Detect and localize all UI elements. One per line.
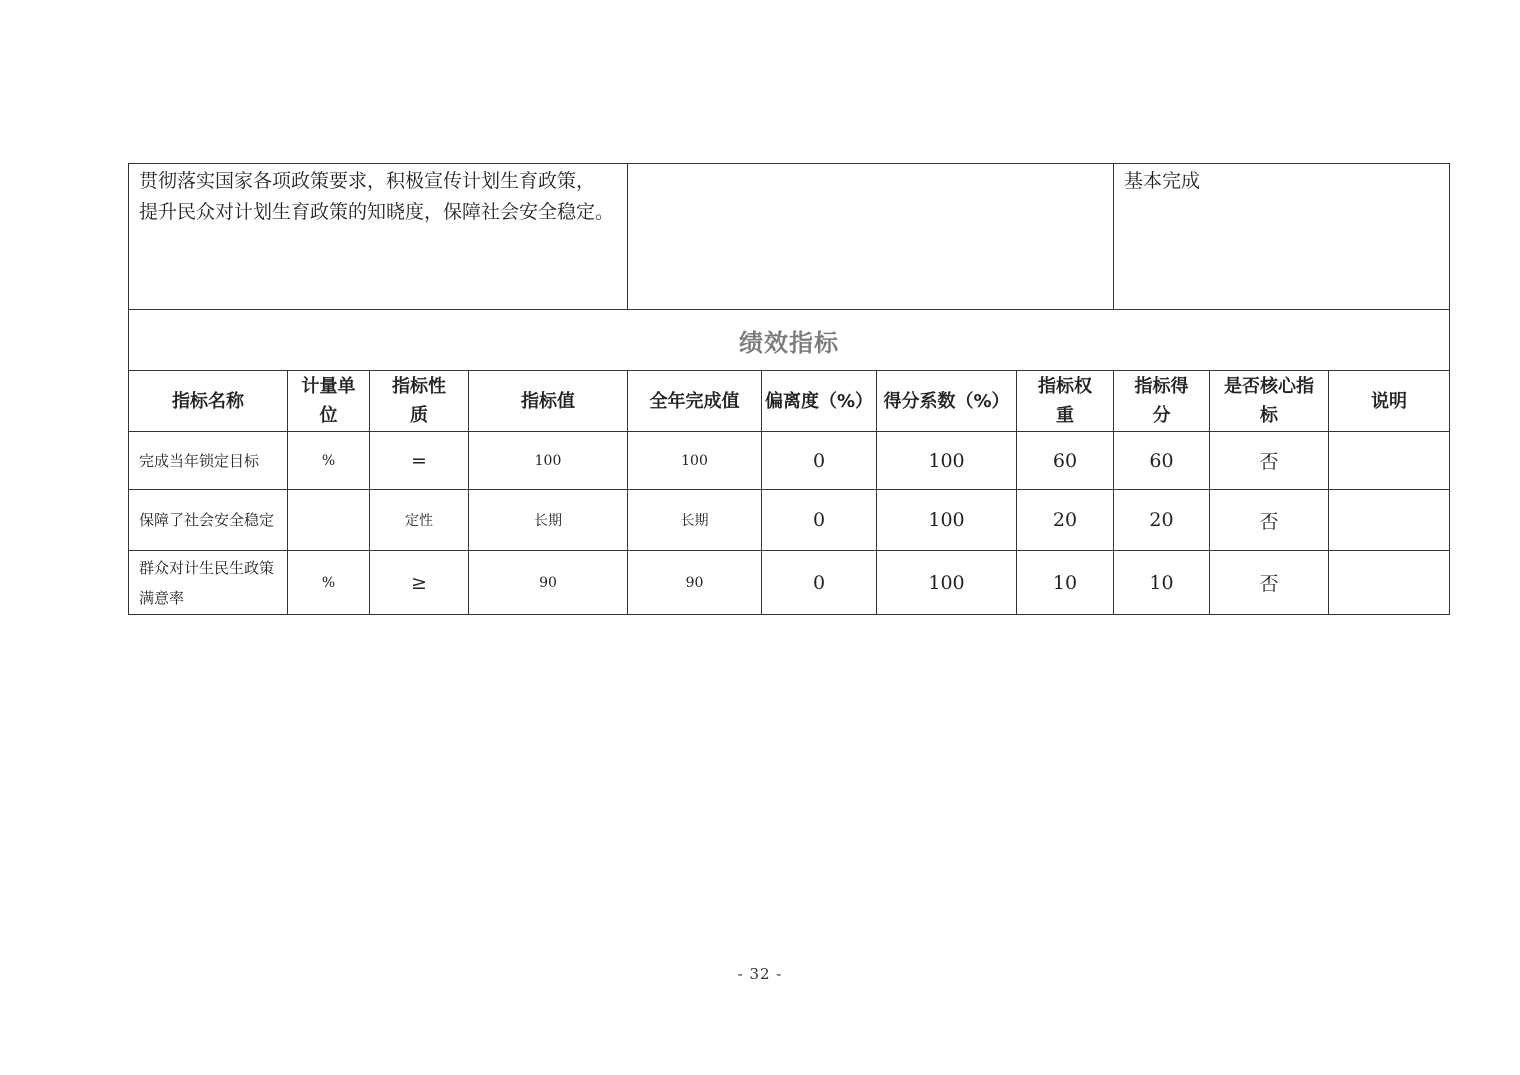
section-title-cell	[129, 310, 1450, 371]
header-actual: 全年完成值	[628, 371, 762, 432]
header-target: 指标值	[469, 371, 628, 432]
table-row	[129, 551, 1450, 615]
indicator-target: 100	[469, 432, 628, 490]
header-score: 指标得分	[1114, 371, 1210, 432]
indicator-deviation: 0	[762, 490, 877, 551]
indicator-nature: 定性	[370, 490, 469, 551]
actual-cell	[628, 164, 1114, 310]
indicator-actual: 100	[628, 432, 762, 490]
performance-table	[128, 163, 1450, 615]
indicator-score: 60	[1114, 432, 1210, 490]
indicator-target: 90	[469, 551, 628, 615]
indicator-note	[1329, 551, 1450, 615]
indicator-unit: %	[288, 551, 370, 615]
indicator-core: 否	[1210, 432, 1329, 490]
indicator-core: 否	[1210, 551, 1329, 615]
goal-cell	[129, 164, 628, 310]
header-core: 是否核心指标	[1210, 371, 1329, 432]
indicator-core: 否	[1210, 490, 1329, 551]
indicator-weight: 10	[1017, 551, 1114, 615]
indicator-nature: =	[370, 432, 469, 490]
header-weight: 指标权重	[1017, 371, 1114, 432]
section-title: 绩效指标	[739, 328, 840, 357]
indicator-unit	[288, 490, 370, 551]
section-row	[129, 310, 1450, 371]
indicator-score: 10	[1114, 551, 1210, 615]
indicator-deviation: 0	[762, 432, 877, 490]
header-coefficient: 得分系数（%）	[877, 371, 1017, 432]
indicator-coefficient: 100	[877, 551, 1017, 615]
header-name: 指标名称	[129, 371, 288, 432]
header-deviation: 偏离度（%）	[762, 371, 877, 432]
indicator-score: 20	[1114, 490, 1210, 551]
indicator-actual: 90	[628, 551, 762, 615]
header-unit: 计量单位	[288, 371, 370, 432]
indicator-name: 群众对计生民生政策满意率	[129, 551, 288, 615]
indicator-weight: 60	[1017, 432, 1114, 490]
indicator-name: 完成当年锁定目标	[129, 432, 288, 490]
summary-row	[129, 164, 1450, 310]
header-row	[129, 371, 1450, 432]
indicator-coefficient: 100	[877, 432, 1017, 490]
indicator-nature: ≥	[370, 551, 469, 615]
header-note: 说明	[1329, 371, 1450, 432]
page-number: - 32 -	[737, 965, 783, 983]
indicator-coefficient: 100	[877, 490, 1017, 551]
table-row	[129, 490, 1450, 551]
indicator-name: 保障了社会安全稳定	[129, 490, 288, 551]
header-nature: 指标性质	[370, 371, 469, 432]
indicator-weight: 20	[1017, 490, 1114, 551]
indicator-note	[1329, 490, 1450, 551]
indicator-target: 长期	[469, 490, 628, 551]
goal-text: 贯彻落实国家各项政策要求，积极宣传计划生育政策， 提升民众对计划生育政策的知晓度，保障社会安全稳定。	[139, 170, 615, 223]
indicator-deviation: 0	[762, 551, 877, 615]
table-row	[129, 432, 1450, 490]
indicator-note	[1329, 432, 1450, 490]
indicator-actual: 长期	[628, 490, 762, 551]
status-cell	[1114, 164, 1450, 310]
status-text: 基本完成	[1124, 170, 1201, 192]
indicator-unit: %	[288, 432, 370, 490]
actual-text	[628, 164, 1113, 166]
